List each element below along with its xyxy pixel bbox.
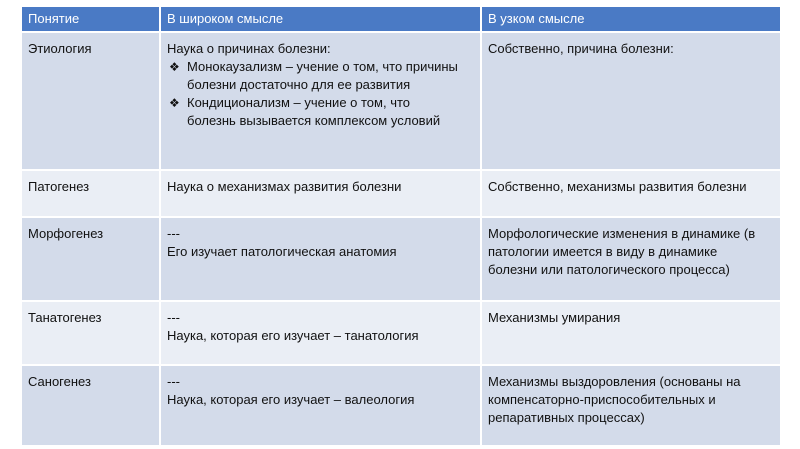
cell-narrow: Механизмы умирания (481, 301, 780, 365)
broad-text: Наука, которая его изучает – валеология (167, 392, 415, 407)
table-row (22, 32, 780, 170)
diamond-bullet-icon: ❖ (169, 96, 180, 110)
narrow-text-line: патологии имеется в виду в динамике (488, 244, 718, 259)
bullet-text-line: болезнь вызывается комплексом условий (187, 113, 441, 128)
broad-intro-text: Наука о причинах болезни: (167, 41, 331, 56)
bullet-text-line: Монокаузализм – учение о том, что причины (187, 59, 458, 74)
bullet-item (167, 58, 474, 94)
header-narrow-sense: В узком смысле (481, 7, 780, 32)
dash-placeholder: --- (167, 226, 180, 241)
cell-broad (160, 365, 481, 445)
diamond-bullet-icon: ❖ (169, 60, 180, 74)
narrow-text-line: компенсаторно-приспособительных и (488, 392, 716, 407)
table-row (22, 217, 780, 301)
narrow-text-line: репаративных процессах) (488, 410, 645, 425)
table-row (22, 301, 780, 365)
cell-narrow: Собственно, причина болезни: (481, 32, 780, 170)
cell-term: Этиология (22, 32, 160, 170)
cell-narrow (481, 365, 780, 445)
table-row (22, 170, 780, 217)
cell-term: Морфогенез (22, 217, 160, 301)
bullet-item (167, 94, 474, 130)
pathology-concepts-table (22, 7, 780, 445)
narrow-text-line: Механизмы выздоровления (основаны на (488, 374, 741, 389)
cell-broad: Наука о механизмах развития болезни (160, 170, 481, 217)
narrow-text-line: Морфологические изменения в динамике (в (488, 226, 756, 241)
dash-placeholder: --- (167, 310, 180, 325)
cell-broad (160, 32, 481, 170)
broad-text: Наука, которая его изучает – танатология (167, 328, 419, 343)
broad-text: Его изучает патологическая анатомия (167, 244, 397, 259)
cell-narrow: Собственно, механизмы развития болезни (481, 170, 780, 217)
header-broad-sense: В широком смысле (160, 7, 481, 32)
bullet-text-line: болезни достаточно для ее развития (187, 77, 411, 92)
table-header-row (22, 7, 780, 32)
header-concept: Понятие (22, 7, 160, 32)
cell-broad (160, 217, 481, 301)
cell-narrow (481, 217, 780, 301)
dash-placeholder: --- (167, 374, 180, 389)
bullet-list (167, 58, 474, 130)
cell-term: Патогенез (22, 170, 160, 217)
narrow-text-line: болезни или патологического процесса) (488, 262, 730, 277)
bullet-text-line: Кондиционализм – учение о том, что (187, 95, 411, 110)
cell-broad (160, 301, 481, 365)
cell-term: Саногенез (22, 365, 160, 445)
table-row (22, 365, 780, 445)
cell-term: Танатогенез (22, 301, 160, 365)
